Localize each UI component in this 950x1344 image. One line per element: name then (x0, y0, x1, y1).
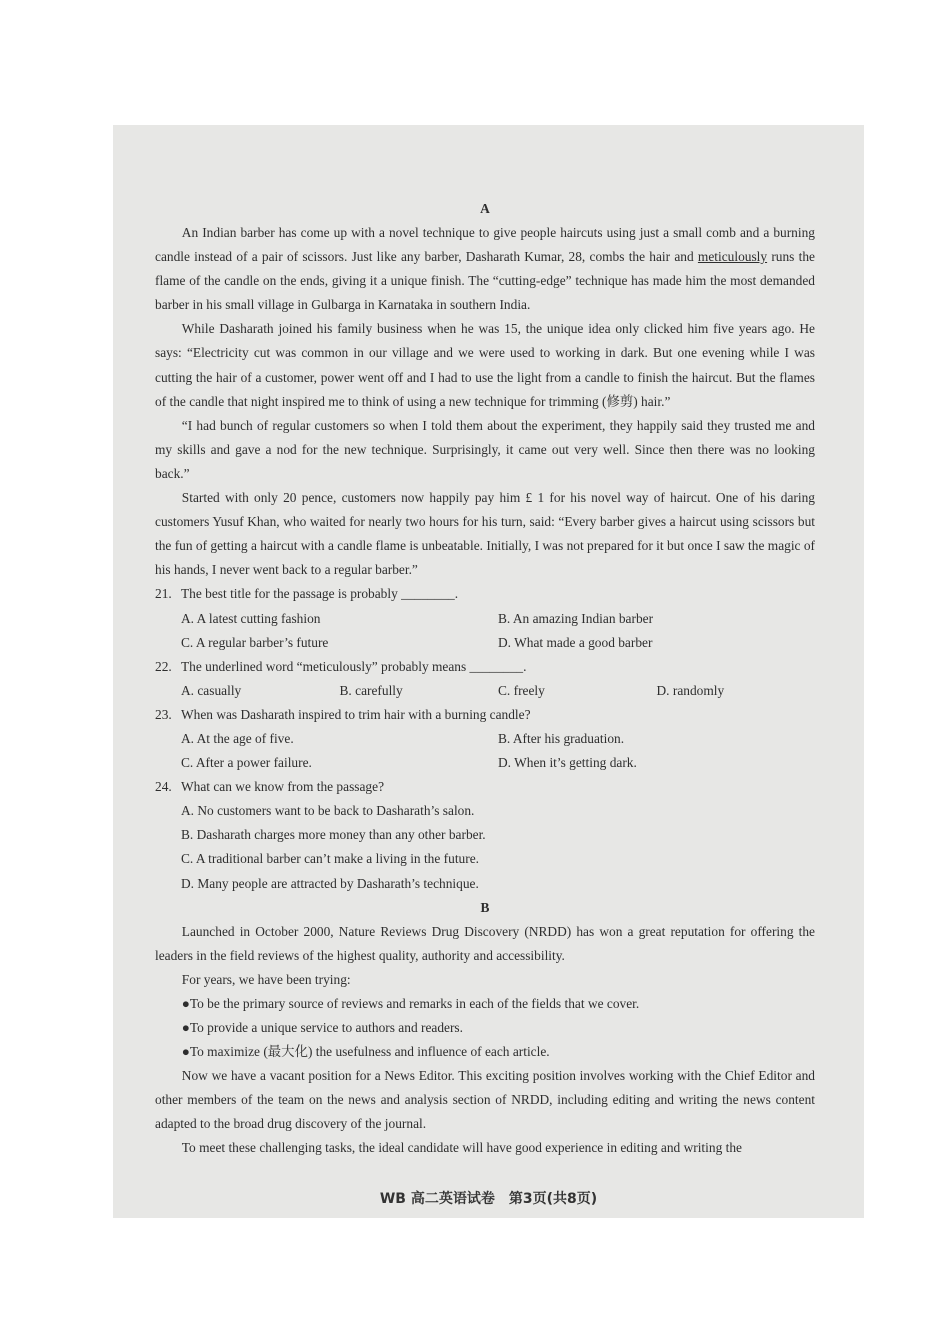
option-d: D. When it’s getting dark. (498, 755, 637, 771)
bullet-icon: ● (181, 1020, 190, 1035)
section-b-heading: B (480, 899, 490, 915)
option-c: C. A regular barber’s future (181, 634, 329, 650)
passage-a-paragraph-3: “I had bunch of regular customers so when I told them about the experiment, they happily said they trusted me and my skills and gave a nod for the new technique. Surprisingly, it came out very well. Since then there was no looking back.” (155, 417, 815, 481)
bullet-icon: ● (181, 1044, 190, 1060)
option-c: C. freely (498, 682, 545, 698)
question-24: 24. What can we know from the passage? A. No customers want to be back to Dasharath’s salon. B. Dasharath charges more money than any other barber. C. A traditional barber can’t make a living in the future. D. Many people are attracted by Dasharath’s technique. (155, 775, 815, 895)
bullet-icon: ● (181, 995, 190, 1011)
underlined-word: meticulously (697, 249, 768, 265)
option-d: D. What made a good barber (498, 634, 653, 650)
passage-b-paragraph-4: To meet these challenging tasks, the ideal candidate will have good experience in editing and writing the (181, 1140, 742, 1156)
bullet-item: ●To be the primary source of reviews and remarks in each of the fields that we cover. (181, 995, 640, 1011)
option-b: B. carefully (339, 682, 403, 698)
passage-b-paragraph-2: For years, we have been trying: (181, 971, 351, 987)
option-d: D. Many people are attracted by Dasharath’s technique. (181, 875, 479, 891)
option-d: D. randomly (656, 682, 725, 698)
option-a: A. At the age of five. (181, 730, 294, 746)
question-22: 22. The underlined word “meticulously” probably means ________. A. casually B. carefully C. freely D. randomly (155, 655, 815, 703)
option-b: B. An amazing Indian barber (498, 610, 654, 626)
option-a: A. casually (181, 682, 242, 698)
question-stem: When was Dasharath inspired to trim hair with a burning candle? (181, 706, 531, 722)
question-21: 21. The best title for the passage is probably ________. A. A latest cutting fashion B. An amazing Indian barber C. A regular barber’s future D. What made a good barber (155, 582, 815, 654)
bullet-item: ●To provide a unique service to authors and readers. (181, 1020, 463, 1035)
passage-b-paragraph-3: Now we have a vacant position for a News Editor. This exciting position involves working with the Chief Editor and other members of the team on the news and analysis section of NRDD, including editing and writing the news content adapted to the broad drug discovery of the journal. (155, 1068, 815, 1132)
option-a: A. No customers want to be back to Dasharath’s salon. (181, 803, 475, 819)
question-stem: What can we know from the passage? (181, 779, 385, 795)
option-b: B. After his graduation. (498, 730, 625, 746)
option-c: C. A traditional barber can’t make a living in the future. (181, 851, 479, 867)
passage-a-paragraph-2: While Dasharath joined his family business when he was 15, the unique idea only clicked him five years ago. He says: “Electricity cut was common in our village and we were used to working in dark. But one evening while I was cutting the hair of a customer, power went off and I had to use the light from a candle to finish the haircut. But the flames of the candle that night inspired me to think of using a new technique for trimming (修剪) hair.” (155, 321, 815, 409)
question-stem: The underlined word “meticulously” probably means ________. (181, 658, 527, 674)
question-stem: The best title for the passage is probably ________. (181, 586, 459, 602)
section-a-heading: A (480, 201, 490, 216)
passage-a-paragraph-4: Started with only 20 pence, customers now happily pay him £ 1 for his novel way of haircut. One of his daring customers Yusuf Khan, who waited for nearly two hours for his turn, said: “Every barber gives a haircut using scissors but the fun of getting a haircut with a candle flame is unbeatable. Initially, I was not prepared for it but once I saw the magic of his hands, I never went back to a regular barber.” (155, 490, 815, 578)
page-footer: WB 高二英语试卷 第3页(共8页) (379, 1191, 598, 1207)
option-a: A. A latest cutting fashion (181, 610, 321, 626)
page-content (155, 197, 815, 1161)
option-b: B. Dasharath charges more money than any other barber. (181, 827, 486, 843)
passage-b-paragraph-1: Launched in October 2000, Nature Reviews Drug Discovery (NRDD) has won a great reputation for offering the leaders in the field reviews of the highest quality, authority and accessibility. (155, 923, 815, 963)
bullet-item: ●To maximize (最大化) the usefulness and influence of each article. (181, 1044, 550, 1060)
question-23: 23. When was Dasharath inspired to trim hair with a burning candle? A. At the age of five. B. After his graduation. C. After a power failure. D. When it’s getting dark. (155, 703, 815, 775)
option-c: C. After a power failure. (181, 755, 312, 771)
exam-page (113, 125, 864, 1218)
passage-a-paragraph-1: An Indian barber has come up with a novel technique to give people haircuts using just a small comb and a burning candle instead of a pair of scissors. Just like any barber, Dasharath Kumar, 28, combs the hair and meticulously runs the flame of the candle on the ends, giving it a unique finish. The “cutting-edge” technique has made him the most demanded barber in his small village in Gulbarga in Karnataka in southern India. (155, 225, 815, 313)
